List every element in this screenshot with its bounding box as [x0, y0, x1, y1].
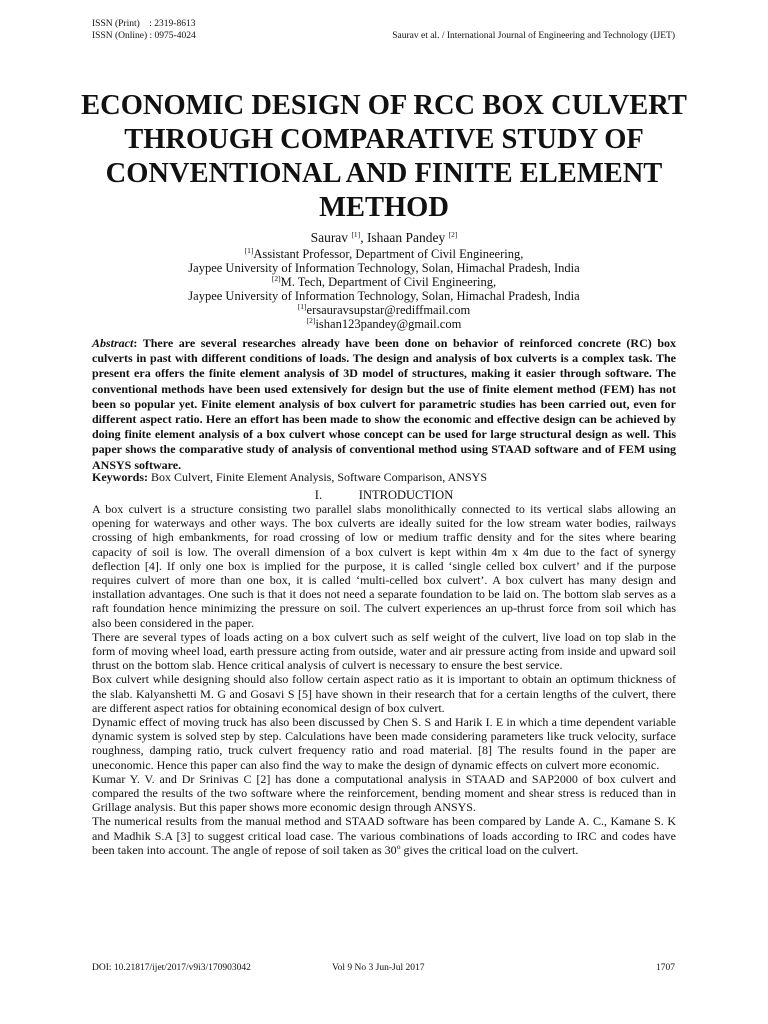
affiliation-1-line-2: Jaypee University of Information Technology, Solan, Himachal Pradesh, India	[188, 261, 580, 275]
email-1-text[interactable]: ersauravsupstar@rediffmail.com	[306, 303, 471, 317]
journal-header-citation: Saurav et al. / International Journal of Engineering and Technology (IJET)	[392, 31, 675, 41]
affiliation-2-text: M. Tech, Department of Civil Engineering,	[280, 275, 497, 289]
keywords-label: Keywords:	[92, 470, 151, 484]
author-2-ref: [2]	[448, 230, 458, 239]
issn-online: ISSN (Online) : 0975-4024	[92, 31, 196, 41]
author-1: Saurav	[310, 230, 352, 245]
email-1	[92, 303, 676, 317]
paper-title: ECONOMIC DESIGN OF RCC BOX CULVERT THROUGH COMPARATIVE STUDY OF CONVENTIONAL AND FINITE ELEMENT METHOD	[81, 90, 687, 223]
keywords-text: Box Culvert, Finite Element Analysis, Software Comparison, ANSYS	[151, 470, 487, 484]
issn-print: ISSN (Print) : 2319-8613	[92, 19, 196, 29]
author-2: Ishaan Pandey	[366, 230, 449, 245]
email-2	[92, 317, 676, 331]
degree-superscript: o	[396, 841, 401, 851]
abstract-text: There are several researches already have been done on behavior of reinforced concrete (RC) box culverts in past with different conditions of loads. The design and analysis of box culverts is a complex task. The present era offers the finite element analysis of 3D model of structures, making it easier through software. The conventional methods have been used extensively for design but the use of finite element method (FEM) has not been so popular yet. Finite element analysis of box culvert for parametric studies has been carried out, even for different aspect ratio. Here an effort has been made to show the economic and effective design can be achieved by doing finite element analysis of a box culvert whose concept can be used for large structural design as well. This paper shows the comparative study of analysis of conventional method using STAAD software and of FEM using ANSYS software.	[92, 336, 676, 472]
affiliation-2-line-2: Jaypee University of Information Technology, Solan, Himachal Pradesh, India	[188, 289, 580, 303]
intro-paragraph-4: Dynamic effect of moving truck has also been discussed by Chen S. S and Harik I. E in which a time dependent variable dynamic system is solved step by step. Calculations have been made considering parameters like truck velocity, surface roughness, damping ratio, truck culvert frequency ratio and road material. [8] The results found in the paper are uneconomic. Hence this paper can also find the way to make the design of dynamic effects on culvert more economic.	[92, 715, 676, 772]
intro-paragraph-1: A box culvert is a structure consisting two parallel slabs monolithically connected to its vertical slabs allowing an opening for waterways and other ways. The box culverts are ideally suited for the low stream water bodies, railways crossing of high embankments, for road crossing of low or medium traffic density and for the sites where bearing capacity of soil is low. The overall dimension of a box culvert is kept within 4m x 4m due to the fact of synergy deflection [4]. If only one box is implied for the purpose, it is called ‘single celled box culvert’ and if the purpose requires culvert of more than one box, it is called ‘multi-celled box culvert’. A box culvert has many design and installation advantages. One such is that it does not need a separate foundation to be laid on. The bottom slab serves as a raft foundation hence minimizing the pressure on soil. The culvert experiences an up-thrust force from soil which has also been considered in the paper.	[92, 502, 676, 630]
author-block	[92, 231, 676, 331]
section-heading-introduction	[92, 488, 676, 503]
intro-paragraph-6-text: The numerical results from the manual method and STAAD software has been compared by Lande A. C., Kamane S. K and Madhik S.A [3] to suggest critical load case. The various combinations of loads according to IRC and codes have been taken into account. The angle of repose of soil taken as 30	[92, 814, 676, 857]
affiliation-1-line-1	[92, 247, 676, 261]
email-1-ref: [1]	[297, 302, 307, 311]
abstract-label: Abstract	[92, 336, 134, 350]
footer-page-number: 1707	[656, 963, 675, 973]
affiliation-1-text: Assistant Professor, Department of Civil Engineering,	[253, 247, 524, 261]
intro-paragraph-6-end: gives the critical load on the culvert.	[400, 842, 579, 857]
affiliation-1-ref: [1]	[244, 246, 254, 255]
author-separator: ,	[360, 230, 367, 245]
email-2-text[interactable]: ishan123pandey@gmail.com	[315, 317, 462, 331]
email-2-ref: [2]	[306, 316, 316, 325]
intro-paragraph-2: There are several types of loads acting on a box culvert such as self weight of the culvert, live load on top slab in the form of moving wheel load, earth pressure acting from outside, water and air pressure acting from inside and upward soil thrust on the bottom slab. Hence critical analysis of culvert is necessary to ensure the best service.	[92, 629, 676, 673]
footer-volume: Vol 9 No 3 Jun-Jul 2017	[332, 963, 425, 973]
footer-doi: DOI: 10.21817/ijet/2017/v9i3/170903042	[92, 963, 251, 973]
abstract-colon: :	[133, 336, 143, 350]
keywords	[92, 470, 676, 485]
intro-paragraph-5: Kumar Y. V. and Dr Srinivas C [2] has done a computational analysis in STAAD and SAP2000 of box culvert and compared the results of the two software where the reinforcement, bending moment and shear stress is reduced than in Grillage analysis. But this paper shows more economic design through ANSYS.	[92, 771, 676, 815]
introduction-body	[92, 502, 676, 857]
section-title: INTRODUCTION	[358, 488, 454, 502]
affiliation-2-ref: [2]	[271, 274, 281, 283]
section-number: I.	[314, 488, 323, 502]
abstract	[92, 336, 676, 473]
affiliation-2-line-1	[92, 275, 676, 289]
intro-paragraph-6	[92, 814, 676, 857]
author-names	[92, 231, 676, 245]
author-1-ref: [1]	[351, 230, 361, 239]
intro-paragraph-3: Box culvert while designing should also follow certain aspect ratio as it is important to obtain an optimum thickness of the slab. Kalyanshetti M. G and Gosavi S [5] have shown in their research that for a certain lengths of the culvert, there are different aspect ratios for obtaining economical design of box culvert.	[92, 672, 676, 715]
journal-header-issn	[92, 18, 196, 42]
